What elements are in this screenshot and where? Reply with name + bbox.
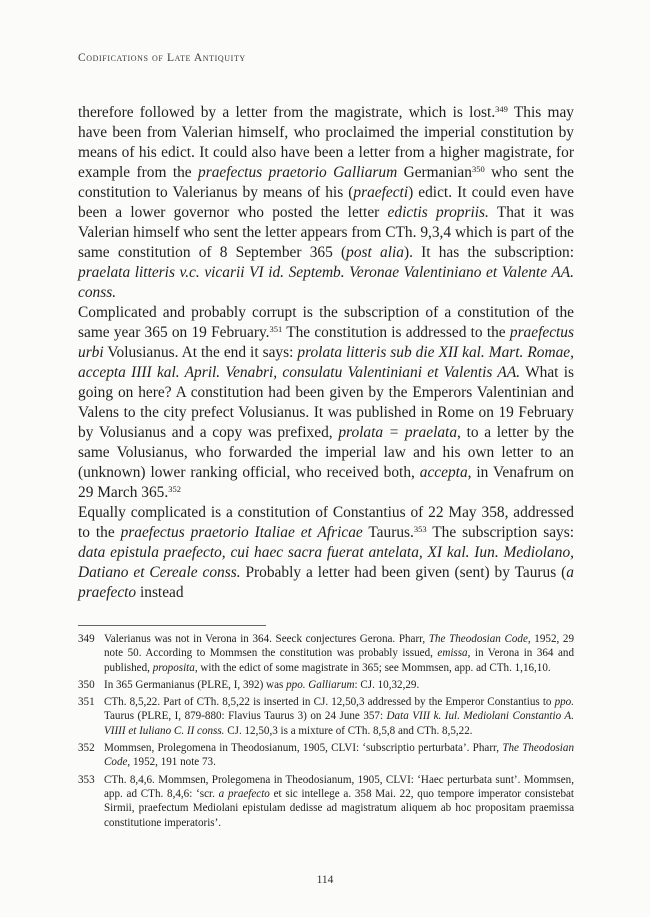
footnote [78,773,574,830]
text-run: instead [136,584,184,601]
main-text [78,103,574,603]
italic-run: praelata litteris v.c. vicarii VI id. Septemb. Veronae Valentiniano et Valente AA. conss. [78,264,574,301]
text-run: Taurus. [362,524,414,541]
paragraph [78,503,574,603]
italic-run: prolata litteris sub die XII kal. Mart. Romae, accepta IIII kal. April. Venabri, consulatu Valentiniani et Valentis AA. [78,344,574,381]
text-run: , 1952, 191 note 73. [127,756,216,769]
text-run: , in Verona in 364 and published, [104,647,574,674]
italic-run: The Theodosian Code [428,633,528,645]
italic-run: praefectus praetorio Italiae et Africae [120,524,363,541]
text-run: CJ. 12,50,3 is a mixture of CTh. 8,5,8 and CTh. 8,5,22. [224,724,473,737]
text-run: That it was Valerian himself who sent the letter appears from CTh. 9,3,4 which is part of the same constitution of 8 September 365 ( [78,204,575,261]
italic-run: data epistula praefecto, cui haec sacra fuerat antelata, XI kal. Iun. Mediolano, Datiano et Cereale conss. [78,544,574,581]
italic-run: Data VIII k. Iul. Mediolani Constantio A. VIIII et Iuliano C. II conss. [104,710,574,737]
footnote-divider [78,625,266,626]
text-run: , 1952, 29 note 50. According to Mommsen the constitution was probably issued, [104,633,574,660]
footnote [78,695,574,738]
text-run: CTh. 8,5,22. Part of CTh. 8,5,22 is inserted in CJ. 12,50,3 addressed by the Emperor Constantius to [104,696,555,709]
text-run: Mommsen, Prolegomena in Theodosianum, 1905, CLVI: ‘subscriptio perturbata’. Pharr, [104,742,503,755]
italic-run: ppo. [554,696,574,709]
text-run: ) edict. It could even have been a lower governor who posted the letter [78,184,574,221]
footnote-text [104,741,574,770]
italic-run: praefecti [353,184,409,201]
italic-run: prolata = praelata [338,424,458,441]
page-number: 114 [316,874,334,886]
footnote-ref[interactable]: 353 [413,524,427,534]
footnote-number: 353 [78,773,95,786]
text-run: Volusianus. At the end it says: [103,344,298,361]
text-run: This may have been from Valerian himself, who proclaimed the imperial constitution by means of his edict. It could also have been a letter from a higher magistrate, for example from the [78,104,574,181]
italic-run: edictis propriis. [387,204,489,221]
text-run: , with the edict of some magistrate in 365; see Mommsen, app. ad CTh. 1,16,10. [194,661,551,674]
footnote [78,678,574,692]
text-run: The subscription says: [426,524,574,541]
italic-run: a praefecto [218,787,270,800]
italic-run: praefectus praetorio Galliarum [198,164,398,181]
text-run: , to a letter by the same Volusianus, who forwarded the imperial law and his own letter to an (unknown) lower ranking official, who received both, [78,424,574,481]
text-run: Valerianus was not in Verona in 364. Seeck conjectures Gerona. Pharr, [104,633,429,645]
footnote-text [104,632,574,675]
text-run: Probably a letter had been given (sent) by Taurus ( [240,564,567,581]
text-run: Germanian [397,164,472,181]
footnote [78,632,574,675]
paragraph [78,303,574,503]
footnote-text [104,773,574,830]
text-run: therefore followed by a letter from the magistrate, which is lost. [78,104,496,121]
text-run: Taurus (PLRE, I, 879-880: Flavius Taurus 3) on 24 June 357: [104,710,387,723]
text-run: The constitution is addressed to the [282,324,510,341]
footnote-number: 352 [78,742,95,755]
text-run: who sent the constitution to Valerianus by means of his ( [78,164,574,201]
text-run: ). It has the subscription: [403,244,574,261]
italic-run: praefectus urbi [78,324,574,361]
text-run: Complicated and probably corrupt is the subscription of a constitution of the same year 365 on 19 February. [78,304,574,341]
italic-run: ppo. Galliarum [286,678,355,691]
running-head: Codifications of Late Antiquity [78,52,246,64]
text-run: CTh. 8,4,6. Mommsen, Prolegomena in Theodosianum, 1905, CLVI: ‘Haec perturbata sunt’. Mommsen, app. ad CTh. 8,4,6: ‘scr. [104,773,574,800]
footnote [78,741,574,770]
footnote-text [104,695,574,738]
italic-run: a praefecto [78,564,574,601]
footnote-number: 350 [78,678,95,691]
text-run: : CJ. 10,32,29. [354,678,420,691]
italic-run: post alia [346,244,404,261]
footnotes [78,632,574,833]
italic-run: emissa [437,647,468,660]
footnote-ref[interactable]: 352 [168,484,181,494]
italic-run: accepta [419,464,468,481]
italic-run: The Theodosian Code [104,742,574,769]
footnote-number: 351 [78,696,95,709]
footnote-text [104,678,574,692]
text-run: , in Venafrum on 29 March 365. [78,464,574,501]
footnote-ref[interactable]: 351 [269,324,283,334]
text-run: et sic intellege a. 358 Mai. 22, quo tempore imperator consistebat Sirmii, praefectum Mediolani epistulam dedisse ad magistratum aliquem ab hoc propositam praemissa constitutione imperatoris’. [104,787,574,829]
italic-run: proposita [152,661,195,674]
text-run: Equally complicated is a constitution of Constantius of 22 May 358, addressed to the [78,504,574,541]
footnote-ref[interactable]: 350 [471,164,485,174]
paragraph [78,103,574,303]
footnote-number: 349 [78,633,95,645]
text-run: In 365 Germanianus (PLRE, I, 392) was [104,678,287,691]
text-run: What is going on here? A constitution had been given by the Emperors Valentinian and Valens to the city prefect Volusianus. It was published in Rome on 19 February by Volusianus and a copy was prefixed, [78,364,574,441]
footnote-ref[interactable]: 349 [495,104,508,114]
